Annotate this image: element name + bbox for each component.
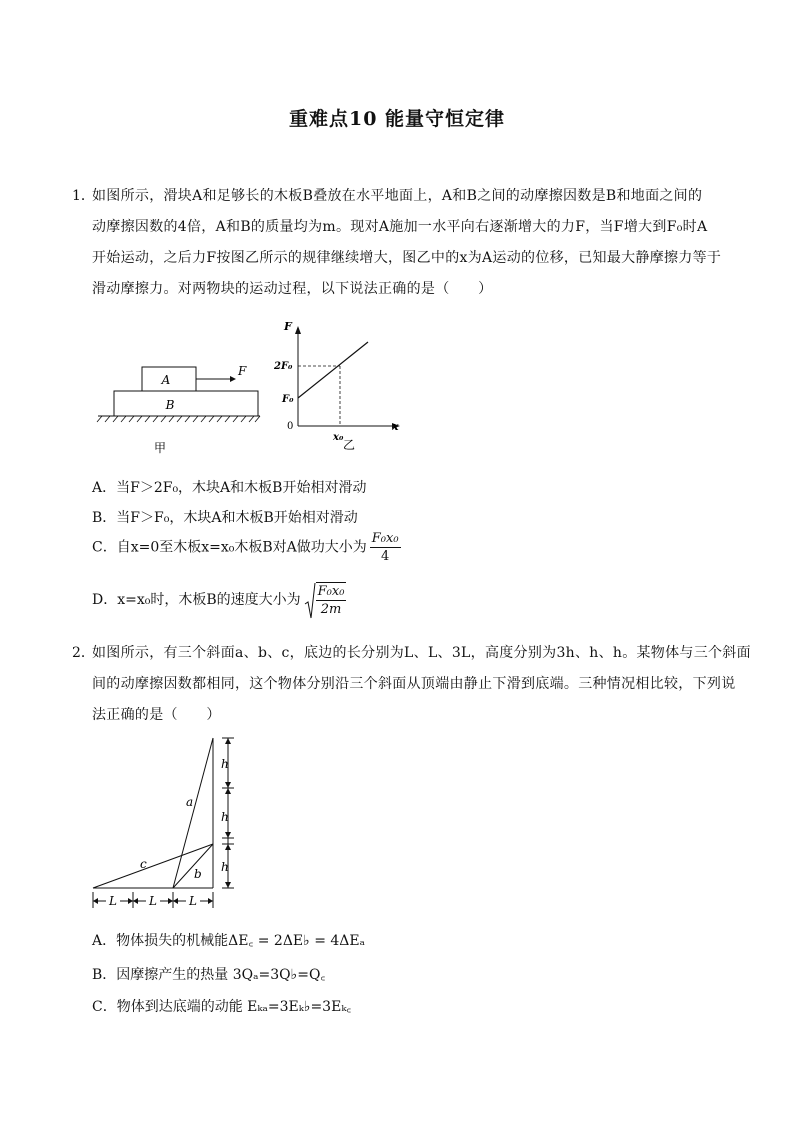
q2-option-c[interactable]: C．物体到达底端的动能 Eₖₐ=3Eₖ♭=3Eₖ꜀ <box>92 999 352 1015</box>
board-b <box>114 391 258 416</box>
q1-option-c[interactable] <box>92 530 401 565</box>
label-l3: L <box>189 894 197 908</box>
page-title: 重难点10 能量守恒定律 <box>288 108 506 130</box>
label-l1: L <box>109 894 117 908</box>
q1-figure-jia <box>94 355 264 455</box>
q1-option-c-text: C．自x=0至木板x=x₀木板B对A做功大小为 <box>92 539 367 556</box>
q1-figure-yi <box>270 318 405 458</box>
label-a: A <box>161 373 171 387</box>
origin-label: 0 <box>287 421 294 432</box>
tick-x0: x₀ <box>333 432 344 443</box>
q1-option-b[interactable]: B．当F＞F₀，木块A和木板B开始相对滑动 <box>92 510 358 526</box>
axis-y-label: F <box>284 320 292 333</box>
label-h2: h <box>221 810 229 824</box>
ground-hatch <box>97 416 260 422</box>
q1-option-d[interactable] <box>92 582 346 618</box>
label-h3: h <box>221 860 229 874</box>
label-h1: h <box>221 757 229 771</box>
q1-line-2: 动摩擦因数的4倍，A和B的质量均为m。现对A施加一水平向右逐渐增大的力F，当F增大到F₀时A <box>92 219 708 235</box>
q2-line-2: 间的动摩擦因数都相同，这个物体分别沿三个斜面从顶端由静止下滑到底端。三种情况相比较，下列说 <box>92 676 736 692</box>
q1-number: 1． <box>72 188 95 204</box>
label-c: c <box>140 857 147 871</box>
q1-option-a[interactable]: A．当F＞2F₀，木块A和木板B开始相对滑动 <box>92 480 367 496</box>
q1-line-4: 滑动摩擦力。对两物块的运动过程，以下说法正确的是（ ） <box>92 281 493 297</box>
tick-2f0: 2F₀ <box>274 361 293 372</box>
sqrt: $\frac{\text{F₀x₀}}{2m}$ <box>304 582 347 618</box>
tick-f0: F₀ <box>282 394 294 405</box>
axis-x-label: x <box>392 420 399 433</box>
q1-line-3: 开始运动，之后力F按图乙所示的规律继续增大，图乙中的x为A运动的位移，已知最大静摩擦力等于 <box>92 250 722 266</box>
caption-jia: 甲 <box>153 441 167 455</box>
label-b: B <box>165 398 175 412</box>
q2-option-a[interactable]: A．物体损失的机械能ΔE꜀ = 2ΔE♭ = 4ΔEₐ <box>92 933 366 949</box>
q2-line-3: 法正确的是（ ） <box>92 707 221 723</box>
q1-option-d-text: D．x=x₀时，木板B的速度大小为 <box>92 592 301 608</box>
slope-c <box>93 844 213 888</box>
label-f: F <box>238 364 247 378</box>
q2-figure <box>88 730 248 915</box>
label-l2: L <box>149 894 157 908</box>
q2-number: 2． <box>72 645 95 661</box>
q2-option-b[interactable]: B．因摩擦产生的热量 3Qₐ=3Q♭=Q꜀ <box>92 967 326 983</box>
caption-yi: 乙 <box>342 438 356 452</box>
q2-line-1: 如图所示，有三个斜面a、b、c，底边的长分别为L、L、3L，高度分别为3h、h、h。某物体与三个斜面 <box>92 645 751 661</box>
q1-line-1: 如图所示，滑块A和足够长的木板B叠放在水平地面上，A和B之间的动摩擦因数是B和地面之间的 <box>92 188 703 204</box>
label-b: b <box>194 867 202 881</box>
fraction: $\frac{\text{F₀x₀}}{4}$ <box>371 531 399 564</box>
label-a: a <box>186 795 194 809</box>
f-x-line <box>298 342 368 398</box>
